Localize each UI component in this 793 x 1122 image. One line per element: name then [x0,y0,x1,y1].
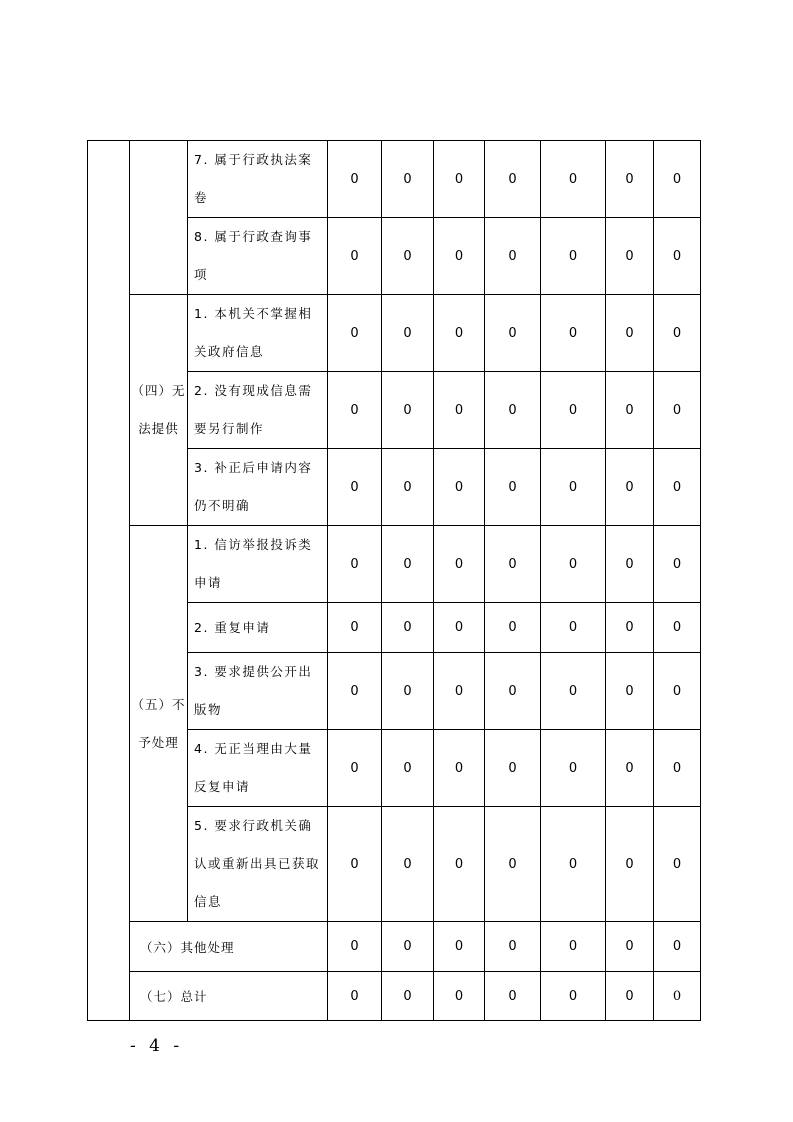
value-cell: 0 [328,972,382,1021]
row-label-total: （七）总计 [130,972,328,1021]
value-cell: 0 [606,603,654,653]
value-cell: 0 [606,972,654,1021]
value-cell: 0 [382,141,434,218]
value-cell: 0 [485,922,541,972]
category-cell-4: （四）无法提供 [130,295,188,526]
table-row [88,922,701,972]
page-number: - 4 - [130,1036,184,1056]
value-cell: 0 [654,218,701,295]
row-label: 7. 属于行政执法案卷 [188,141,328,218]
value-cell: 0 [382,653,434,730]
value-cell: 0 [485,807,541,922]
value-cell: 0 [434,526,485,603]
value-cell: 0 [654,807,701,922]
value-cell: 0 [606,653,654,730]
value-cell: 0 [328,141,382,218]
value-cell: 0 [606,807,654,922]
row-label: 8. 属于行政查询事项 [188,218,328,295]
value-cell: 0 [606,730,654,807]
category-cell-blank [130,141,188,295]
value-cell: 0 [606,372,654,449]
row-label: 4. 无正当理由大量反复申请 [188,730,328,807]
value-cell: 0 [434,922,485,972]
row-label: 3. 要求提供公开出版物 [188,653,328,730]
value-cell: 0 [328,372,382,449]
value-cell: 0 [654,922,701,972]
value-cell: 0 [382,972,434,1021]
value-cell: 0 [654,449,701,526]
value-cell: 0 [606,449,654,526]
row-label-other: （六）其他处理 [130,922,328,972]
value-cell: 0 [328,218,382,295]
value-cell: 0 [485,218,541,295]
value-cell: 0 [606,295,654,372]
value-cell: 0 [654,141,701,218]
value-cell: 0 [382,526,434,603]
outer-category-cell [88,141,130,1021]
value-cell: 0 [541,603,606,653]
table-row [88,972,701,1021]
value-cell: 0 [382,922,434,972]
row-label: 2. 重复申请 [188,603,328,653]
value-cell: 0 [541,807,606,922]
value-cell: 0 [434,449,485,526]
value-cell: 0 [434,141,485,218]
value-cell: 0 [654,730,701,807]
value-cell: 0 [485,972,541,1021]
value-cell: 0 [434,807,485,922]
value-cell: 0 [382,730,434,807]
row-label: 1. 本机关不掌握相关政府信息 [188,295,328,372]
table-row [88,526,701,603]
value-cell: 0 [328,603,382,653]
value-cell: 0 [328,526,382,603]
value-cell: 0 [434,972,485,1021]
value-cell: 0 [654,526,701,603]
value-cell: 0 [382,218,434,295]
value-cell: 0 [434,372,485,449]
value-cell: 0 [485,141,541,218]
value-cell: 0 [654,372,701,449]
statistics-table [87,140,701,1021]
value-cell: 0 [328,807,382,922]
value-cell: 0 [328,653,382,730]
value-cell: 0 [485,295,541,372]
value-cell: 0 [606,922,654,972]
value-cell: 0 [541,449,606,526]
value-cell: 0 [434,218,485,295]
row-label: 3. 补正后申请内容仍不明确 [188,449,328,526]
value-cell: 0 [434,730,485,807]
value-cell: 0 [328,922,382,972]
value-cell: 0 [382,603,434,653]
value-cell: 0 [434,653,485,730]
value-cell: 0 [541,295,606,372]
value-cell: 0 [434,295,485,372]
table-row [88,141,701,218]
value-cell: 0 [485,603,541,653]
value-cell: 0 [606,218,654,295]
value-cell: 0 [654,295,701,372]
value-cell: 0 [382,807,434,922]
value-cell: 0 [328,295,382,372]
value-cell: 0 [328,730,382,807]
value-cell: 0 [485,653,541,730]
value-cell: 0 [654,603,701,653]
row-label: 1. 信访举报投诉类申请 [188,526,328,603]
value-cell: 0 [382,295,434,372]
value-cell: 0 [382,449,434,526]
value-cell: 0 [485,730,541,807]
value-cell: 0 [541,922,606,972]
value-cell: 0 [541,972,606,1021]
table-row [88,295,701,372]
value-cell: 0 [606,141,654,218]
value-cell: 0 [485,526,541,603]
row-label: 5. 要求行政机关确认或重新出具已获取信息 [188,807,328,922]
value-cell: 0 [434,603,485,653]
value-cell: 0 [541,653,606,730]
value-cell: 0 [485,449,541,526]
value-cell: 0 [541,218,606,295]
value-cell: 0 [541,372,606,449]
value-cell: 0 [328,449,382,526]
value-cell: 0 [541,141,606,218]
value-cell: 0 [485,372,541,449]
category-cell-5: （五）不予处理 [130,526,188,922]
value-cell: 0 [382,372,434,449]
value-cell: 0 [606,526,654,603]
row-label: 2. 没有现成信息需要另行制作 [188,372,328,449]
value-cell: 0 [541,526,606,603]
value-cell: 0 [654,653,701,730]
value-cell: 0 [541,730,606,807]
value-cell: 0 [654,972,701,1021]
